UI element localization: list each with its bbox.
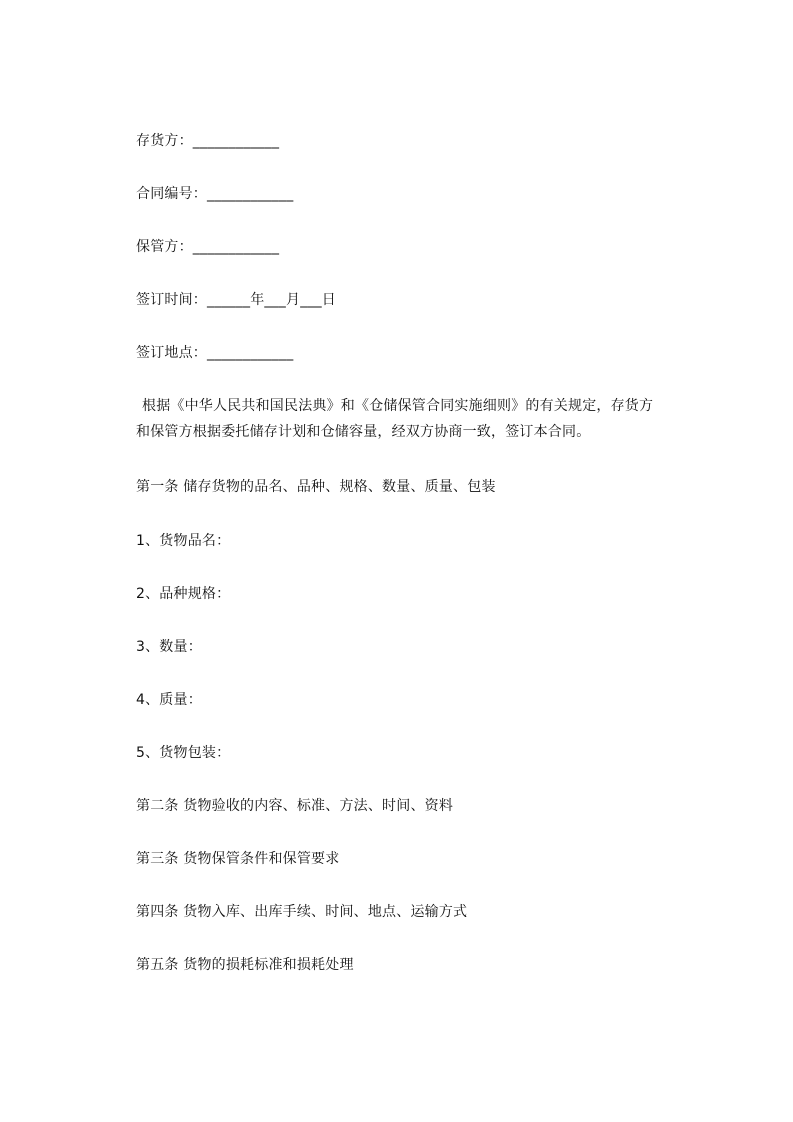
- article-5-title: 第五条 货物的损耗标准和损耗处理: [136, 957, 354, 973]
- preamble-paragraph: 根据《中华人民共和国民法典》和《仓储保管合同实施细则》的有关规定，存货方和保管方根据委托储存计划和仓储容量，经双方协商一致，签订本合同。: [136, 398, 654, 440]
- article-1-item: 2、品种规格：: [136, 586, 231, 602]
- signing-place-field: 签订地点：____________: [136, 345, 294, 361]
- article-1-title: 第一条 储存货物的品名、品种、规格、数量、质量、包装: [136, 479, 496, 495]
- contract-number-field: 合同编号：____________: [136, 186, 294, 202]
- article-1-item: 5、货物包装：: [136, 745, 231, 761]
- article-1-item: 4、质量：: [136, 692, 202, 708]
- depositor-field: 存货方：____________: [136, 133, 280, 149]
- article-1-item: 3、数量：: [136, 639, 202, 655]
- article-4-title: 第四条 货物入库、出库手续、时间、地点、运输方式: [136, 904, 468, 920]
- signing-time-field: 签订时间：______年___月___日: [136, 292, 336, 308]
- custodian-field: 保管方：____________: [136, 239, 280, 255]
- article-2-title: 第二条 货物验收的内容、标准、方法、时间、资料: [136, 798, 454, 814]
- article-3-title: 第三条 货物保管条件和保管要求: [136, 851, 340, 867]
- article-1-item: 1、货物品名：: [136, 533, 231, 549]
